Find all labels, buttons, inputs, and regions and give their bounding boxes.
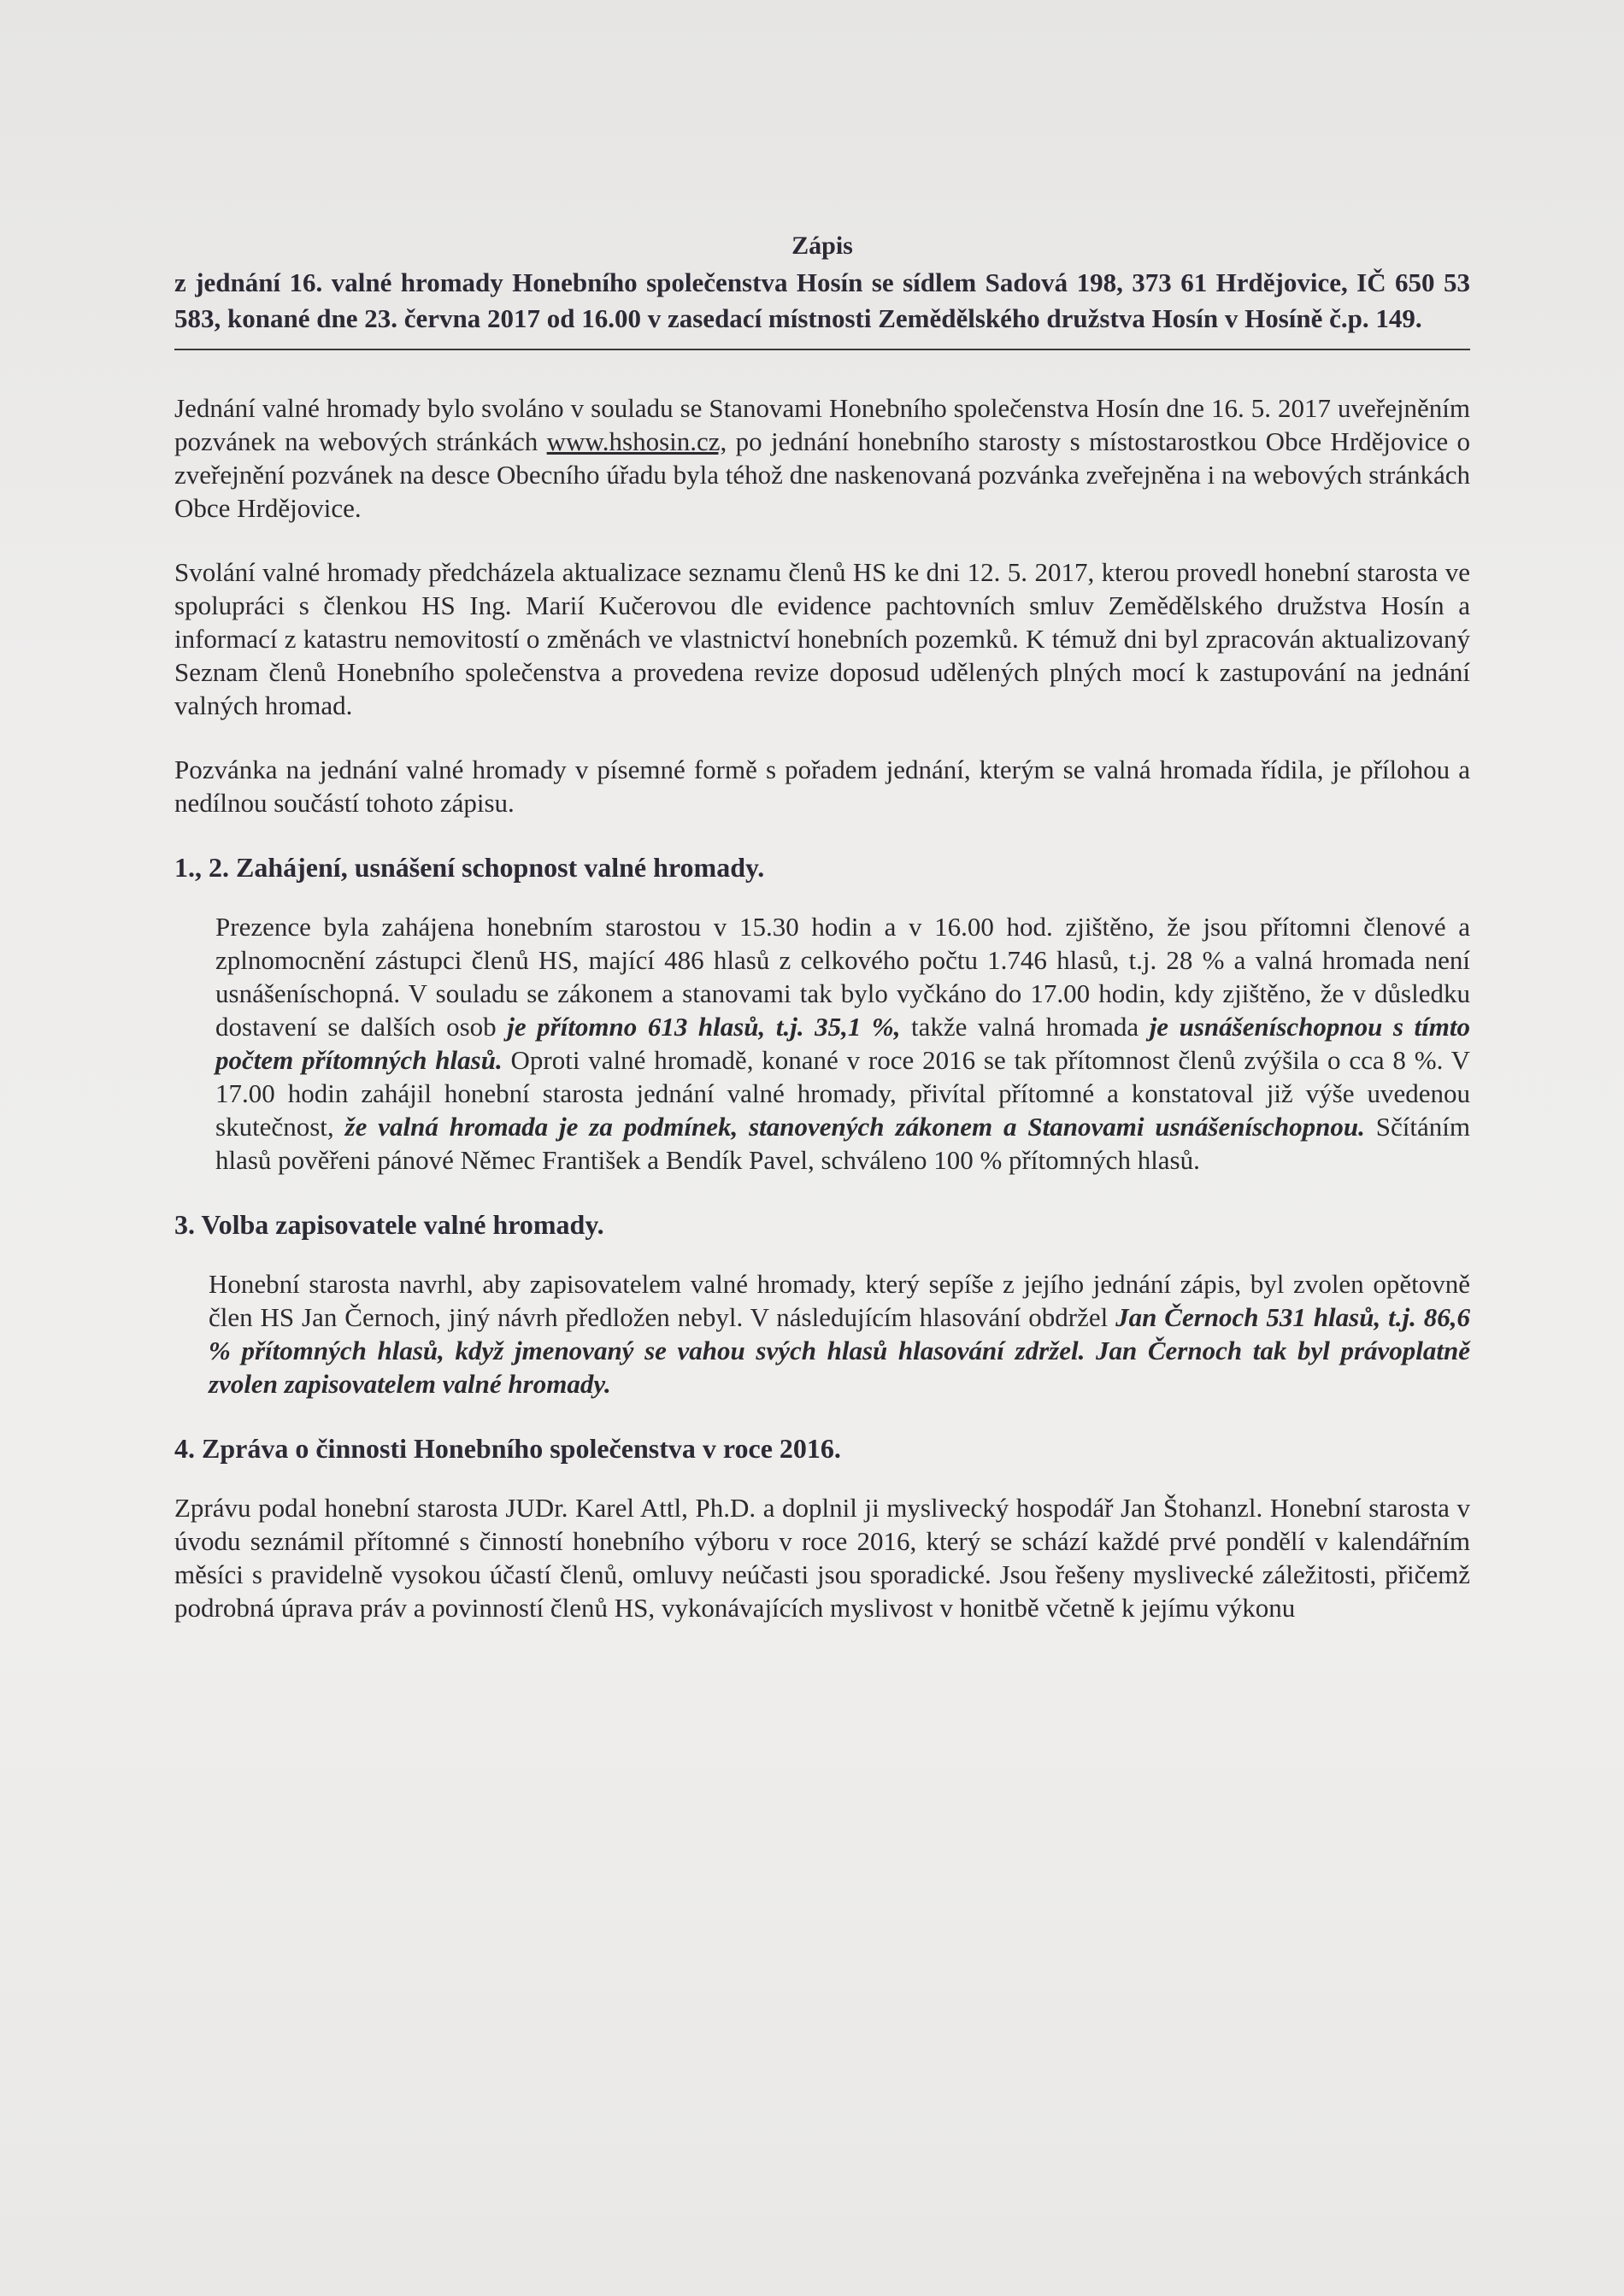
intro-paragraph-2: Svolání valné hromady předcházela aktualizace seznamu členů HS ke dni 12. 5. 2017, kterou provedl honební starosta ve spolupráci s členkou HS Ing. Marií Kučerovou dle evidence pachtovních smluv Zemědělského družstva Hosín a informací z katastru nemovitostí o změnách ve vlastnictví honebních pozemků. K témuž dni byl zpracován aktualizovaný Seznam členů Honebního společenstva a provedena revize doposud udělených plných mocí k zastupování na jednání valných hromad. xyxy=(174,557,1470,720)
document-header xyxy=(174,229,1470,337)
opening-emphasis-1: je přítomno 613 hlasů, t.j. 35,1 %, xyxy=(507,1012,901,1042)
opening-text-3: Oproti valné hromadě, konané v roce 2016 se tak přítomnost členů zvýšila o cca 8 %. V 17.00 hodin zahájil honební starosta jednání valné hromady, přivítal přítomné a konstatoval již výše uvedenou skutečnost, xyxy=(215,1045,1470,1142)
opening-text-4: Sčítáním hlasů pověřeni pánové Němec František a Bendík Pavel, schváleno 100 % přítomných hlasů. xyxy=(215,1112,1470,1175)
intro-paragraph-3: Pozvánka na jednání valné hromady v písemné formě s pořadem jednání, kterým se valná hromada řídila, je přílohou a nedílnou součástí tohoto zápisu. xyxy=(174,755,1470,818)
section-heading-recorder: 3. Volba zapisovatele valné hromady. xyxy=(174,1209,604,1240)
opening-emphasis-3: že valná hromada je za podmínek, stanovených zákonem a Stanovami usnášeníschopnou. xyxy=(344,1112,1365,1142)
website-link[interactable]: www.hshosin.cz, xyxy=(546,426,727,456)
section-opening-paragraph xyxy=(174,910,1470,1177)
opening-text-1: Prezence byla zahájena honebním starostou v 15.30 hodin a v 16.00 hod. zjištěno, že jsou přítomni členové a zplnomocnění zástupci členů HS, mající 486 hlasů z celkového počtu 1.746 hlasů, t.j. 28 % a valná hromada není usnášeníschopná. V souladu se zákonem a stanovami tak bylo vyčkáno do 17.00 hodin, kdy zjištěno, že v důsledku dostavení se dalších osob xyxy=(215,912,1470,1042)
recorder-emphasis-1: Jan Černoch 531 hlasů, t.j. 86,6 % přítomných hlasů, když jmenovaný se vahou svých hlasů hlasování zdržel. Jan Černoch tak byl právoplatně zvolen zapisovatelem valné hromady. xyxy=(209,1302,1470,1399)
document-subtitle: z jednání 16. valné hromady Honebního společenstva Hosín se sídlem Sadová 198, 373 61 Hrdějovice, IČ 650 53 583, konané dne 23. června 2017 od 16.00 v zasedací místnosti Zemědělského družstva Hosín v Hosíně č.p. 149. xyxy=(174,267,1470,333)
header-divider xyxy=(174,349,1470,350)
section-heading-opening: 1., 2. Zahájení, usnášení schopnost valné hromady. xyxy=(174,852,765,883)
document-title: Zápis xyxy=(791,232,853,260)
intro-text-b: po jednání honebního starosty s místostarostkou Obce Hrdějovice o zveřejnění pozvánek na desce Obecního úřadu byla téhož dne naskenovaná pozvánka zveřejněna i na webových stránkách Obce Hrdějovice. xyxy=(174,426,1470,523)
opening-text-2: takže valná hromada xyxy=(900,1012,1150,1042)
section-recorder-paragraph xyxy=(174,1267,1470,1401)
section-heading-report: 4. Zpráva o činnosti Honebního společenstva v roce 2016. xyxy=(174,1433,841,1464)
section-report-paragraph: Zprávu podal honební starosta JUDr. Karel Attl, Ph.D. a doplnil ji myslivecký hospodář Jan Štohanzl. Honební starosta v úvodu seznámil přítomné s činností honebního výboru v roce 2016, který se schází každé prvé pondělí v kalendářním měsíci s pravidelně vysokou účastí členů, omluvy neúčasti jsou sporadické. Jsou řešeny myslivecké záležitosti, přičemž podrobná úprava práv a povinností členů HS, vykonávajících myslivost v honitbě včetně k jejímu výkonu xyxy=(174,1493,1470,1623)
recorder-text-1: Honební starosta navrhl, aby zapisovatelem valné hromady, který sepíše z jejího jednání zápis, byl zvolen opětovně člen HS Jan Černoch, jiný návrh předložen nebyl. V následujícím hlasování obdržel xyxy=(209,1269,1470,1332)
intro-paragraph-1 xyxy=(174,391,1470,525)
intro-text-a: Jednání valné hromady bylo svoláno v souladu se Stanovami Honebního společenstva Hosín dne 16. 5. 2017 uveřejněním pozvánek na webových stránkách xyxy=(174,393,1470,456)
opening-emphasis-2: je usnášeníschopnou s tímto počtem přítomných hlasů. xyxy=(215,1012,1470,1075)
